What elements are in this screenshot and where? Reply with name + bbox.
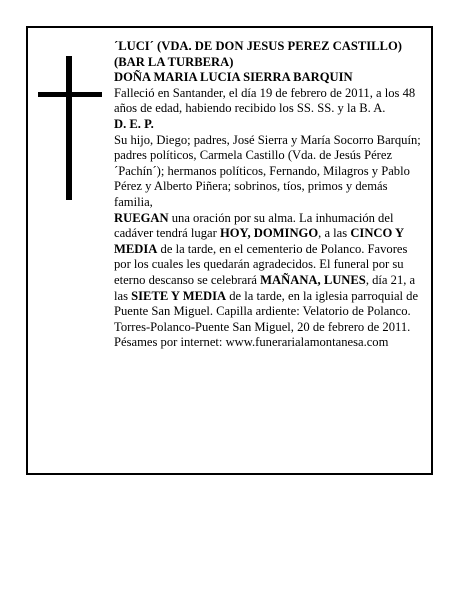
funeral-day: MAÑANA, LUNES: [260, 272, 366, 287]
funeral-request: [114, 211, 424, 320]
cross-icon: [38, 56, 102, 200]
online-condolences: Pésames por internet: www.funerarialamontanesa.com: [114, 335, 389, 350]
dep-line: D. E. P.: [114, 116, 154, 131]
place-and-date: Torres-Polanco-Puente San Miguel, 20 de febrero de 2011.: [114, 319, 411, 334]
cross-vertical-bar: [66, 56, 72, 200]
cross-horizontal-bar: [38, 92, 102, 97]
burial-day: HOY, DOMINGO: [219, 226, 319, 241]
deceased-nickname-heading: ´LUCI´ (VDA. DE DON JESUS PEREZ CASTILLO) (BAR LA TURBERA): [114, 39, 402, 69]
family-list: Su hijo, Diego; padres, José Sierra y María Socorro Barquín; padres políticos, Carmela Castillo (Vda. de Jesús Pérez ´Pachín´); hermanos políticos, Fernando, Milagros y Pablo Pérez y Alberto Piñera; sobrinos, tíos, primos y demás familia,: [114, 132, 421, 209]
burial-time: CINCO Y MEDIA: [114, 226, 404, 256]
request-text-4: , día 21, a las: [114, 272, 416, 303]
funeral-time: SIETE Y MEDIA: [131, 288, 227, 303]
notice-text: [114, 39, 424, 351]
deceased-name-heading: DOÑA MARIA LUCIA SIERRA BARQUIN: [114, 70, 353, 85]
request-text-2: , a las: [318, 226, 351, 241]
death-details: Falleció en Santander, el día 19 de febrero de 2011, a los 48 años de edad, habiendo recibido los SS. SS. y la B. A.: [114, 85, 416, 116]
request-text-5: de la tarde, en la iglesia parroquial de Puente San Miguel. Capilla ardiente: Velatorio de Polanco.: [114, 288, 419, 319]
obituary-notice: [26, 26, 433, 475]
ruegan-text: RUEGAN: [114, 210, 169, 225]
request-text-1: una oración por su alma. La inhumación del cadáver tendrá lugar: [114, 210, 394, 241]
request-text-3: de la tarde, en el cementerio de Polanco. Favores por los cuales les quedarán agradecidos. El funeral por su eterno descanso se celebrará: [114, 241, 408, 287]
